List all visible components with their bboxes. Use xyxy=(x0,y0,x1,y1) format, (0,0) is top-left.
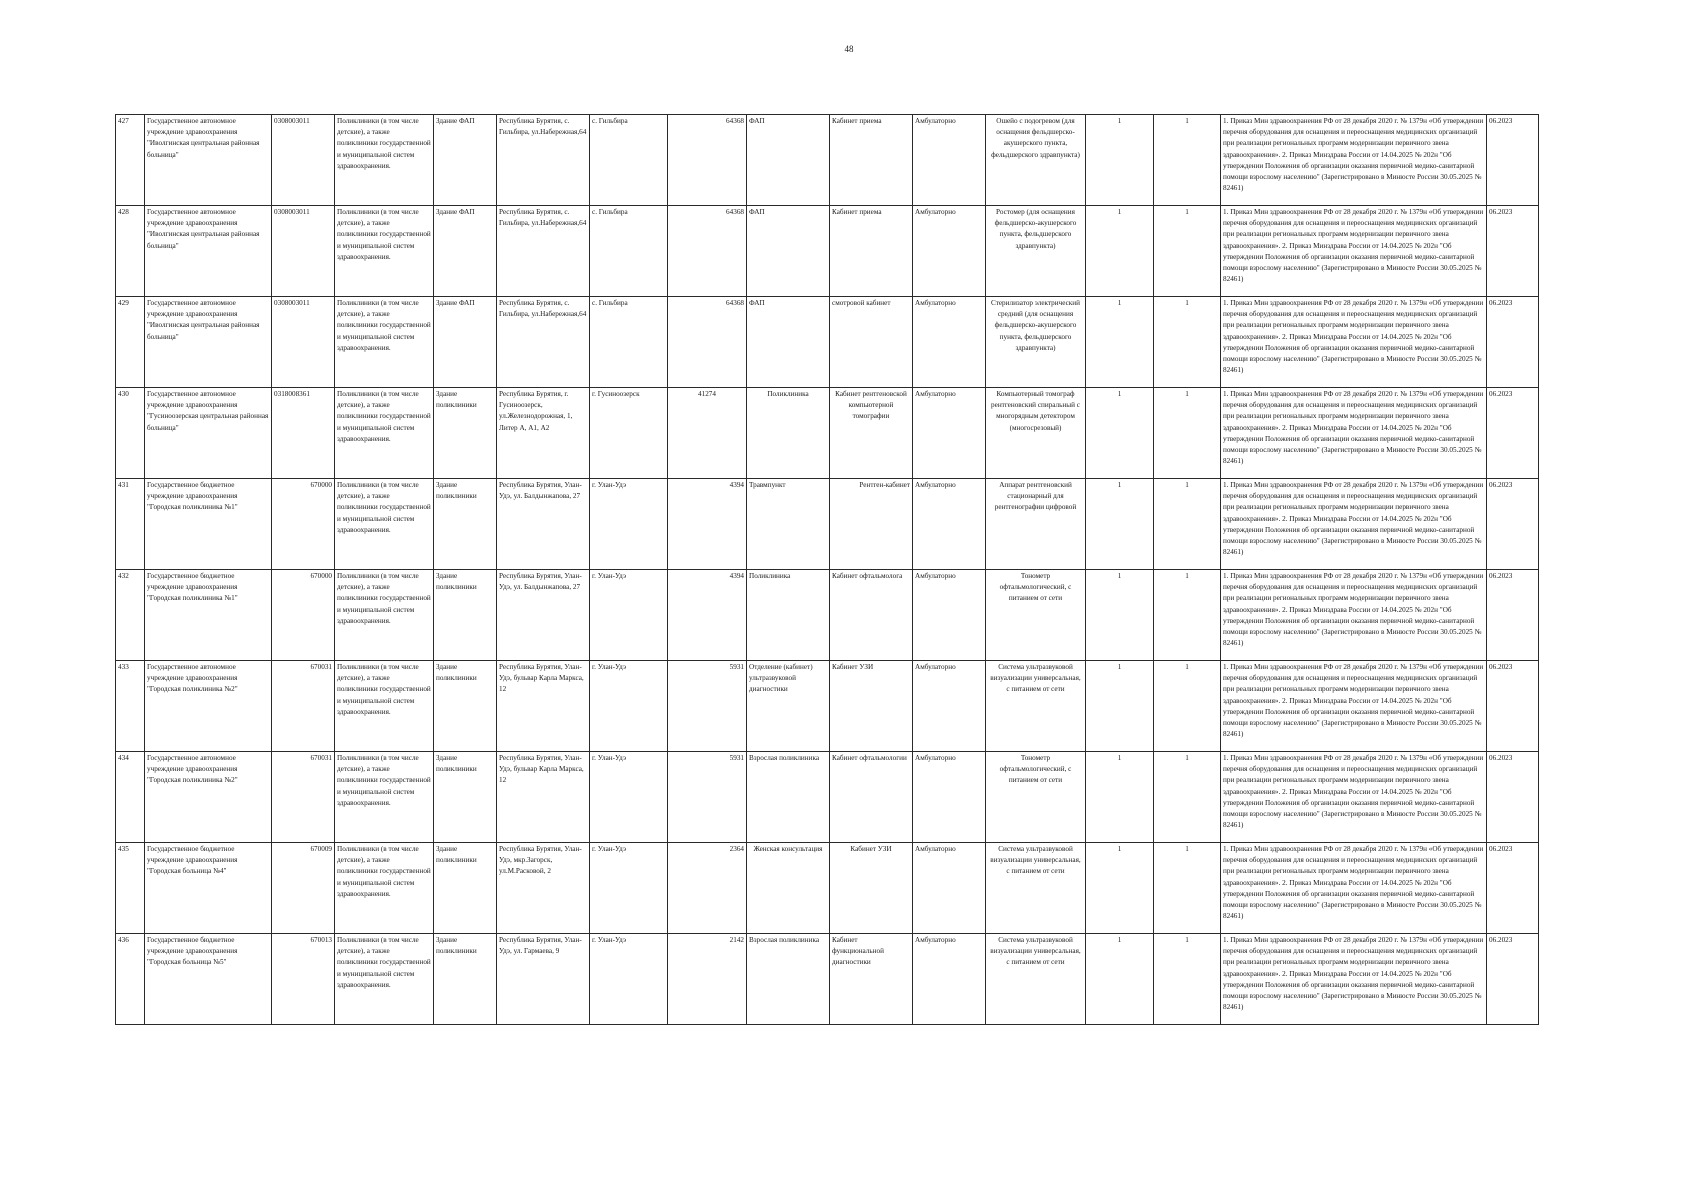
care-form-cell: Амбулаторно xyxy=(913,388,986,479)
facility-type-cell: Поликлиники (в том числе детские), а также поликлиники государственной и муниципальной систем здравоохранения. xyxy=(335,934,434,1025)
equipment-cell: Тонометр офтальмологический, с питанием от сети xyxy=(986,570,1086,661)
legal-basis-cell: 1. Приказ Мин здравоохранения РФ от 28 декабря 2020 г. № 1379н «Об утверждении перечня оборудования для оснащения и переоснащения медицинских организаций при реализации региональных программ модернизации первичного звена здравоохранения». 2. Приказ Минздрава России от 14.04.2025 № 202н "Об утверждении Положения об организации оказания первичной медико-санитарной помощи взрослому населению" (Зарегистрировано в Минюсте России 30.05.2025 № 82461) xyxy=(1221,206,1487,297)
building-cell: Здание ФАП xyxy=(434,206,497,297)
settlement-cell: г. Улан-Удэ xyxy=(590,934,668,1025)
page-number: 48 xyxy=(844,44,854,54)
building-cell: Здание поликлиники xyxy=(434,570,497,661)
organization-cell: Государственное бюджетное учреждение здравоохранения "Городская поликлиника №1" xyxy=(145,570,272,661)
settlement-cell: с. Гильбира xyxy=(590,297,668,388)
address-cell: Республика Бурятия, с. Гильбира, ул.Набережная,64 xyxy=(497,206,590,297)
equipment-cell: Компьютерный томограф рентгеновский спиральный с многорядным детектором (многосрезовый) xyxy=(986,388,1086,479)
quantity-planned-cell: 1 xyxy=(1154,297,1221,388)
legal-basis-cell: 1. Приказ Мин здравоохранения РФ от 28 декабря 2020 г. № 1379н «Об утверждении перечня оборудования для оснащения и переоснащения медицинских организаций при реализации региональных программ модернизации первичного звена здравоохранения». 2. Приказ Минздрава России от 14.04.2025 № 202н "Об утверждении Положения об организации оказания первичной медико-санитарной помощи взрослому населению" (Зарегистрировано в Минюсте России 30.05.2025 № 82461) xyxy=(1221,934,1487,1025)
building-cell: Здание поликлиники xyxy=(434,752,497,843)
row-number-cell: 435 xyxy=(116,843,145,934)
code-cell: 0308003011 xyxy=(272,115,335,206)
date-cell: 06.2023 xyxy=(1487,752,1539,843)
date-cell: 06.2023 xyxy=(1487,206,1539,297)
settlement-cell: с. Гильбира xyxy=(590,115,668,206)
quantity-needed-cell: 1 xyxy=(1086,752,1154,843)
facility-type-cell: Поликлиники (в том числе детские), а также поликлиники государственной и муниципальной систем здравоохранения. xyxy=(335,388,434,479)
facility-type-cell: Поликлиники (в том числе детские), а также поликлиники государственной и муниципальной систем здравоохранения. xyxy=(335,570,434,661)
facility-type-cell: Поликлиники (в том числе детские), а также поликлиники государственной и муниципальной систем здравоохранения. xyxy=(335,206,434,297)
quantity-planned-cell: 1 xyxy=(1154,934,1221,1025)
table-body xyxy=(116,115,1539,1025)
care-form-cell: Амбулаторно xyxy=(913,206,986,297)
legal-basis-cell: 1. Приказ Мин здравоохранения РФ от 28 декабря 2020 г. № 1379н «Об утверждении перечня оборудования для оснащения и переоснащения медицинских организаций при реализации региональных программ модернизации первичного звена здравоохранения». 2. Приказ Минздрава России от 14.04.2025 № 202н "Об утверждении Положения об организации оказания первичной медико-санитарной помощи взрослому населению" (Зарегистрировано в Минюсте России 30.05.2025 № 82461) xyxy=(1221,388,1487,479)
organization-cell: Государственное бюджетное учреждение здравоохранения "Городская больница №5" xyxy=(145,934,272,1025)
code-cell: 0308003011 xyxy=(272,297,335,388)
building-cell: Здание поликлиники xyxy=(434,388,497,479)
organization-cell: Государственное автономное учреждение здравоохранения "Иволгинская центральная районная больница" xyxy=(145,115,272,206)
legal-basis-cell: 1. Приказ Мин здравоохранения РФ от 28 декабря 2020 г. № 1379н «Об утверждении перечня оборудования для оснащения и переоснащения медицинских организаций при реализации региональных программ модернизации первичного звена здравоохранения». 2. Приказ Минздрава России от 14.04.2025 № 202н "Об утверждении Положения об организации оказания первичной медико-санитарной помощи взрослому населению" (Зарегистрировано в Минюсте России 30.05.2025 № 82461) xyxy=(1221,752,1487,843)
date-cell: 06.2023 xyxy=(1487,479,1539,570)
address-cell: Республика Бурятия, Улан-Удэ, ул. Балдынжапова, 27 xyxy=(497,479,590,570)
building-cell: Здание ФАП xyxy=(434,297,497,388)
population-cell: 4394 xyxy=(668,479,747,570)
population-cell: 64368 xyxy=(668,297,747,388)
quantity-needed-cell: 1 xyxy=(1086,297,1154,388)
organization-cell: Государственное автономное учреждение здравоохранения "Иволгинская центральная районная больница" xyxy=(145,297,272,388)
facility-type-cell: Поликлиники (в том числе детские), а также поликлиники государственной и муниципальной систем здравоохранения. xyxy=(335,115,434,206)
settlement-cell: г. Улан-Удэ xyxy=(590,752,668,843)
care-form-cell: Амбулаторно xyxy=(913,570,986,661)
address-cell: Республика Бурятия, г. Гусиноозерск, ул.Железнодорожная, 1, Литер А, А1, А2 xyxy=(497,388,590,479)
facility-type-cell: Поликлиники (в том числе детские), а также поликлиники государственной и муниципальной систем здравоохранения. xyxy=(335,843,434,934)
unit-cell: Взрослая поликлиника xyxy=(747,934,830,1025)
cabinet-cell: Кабинет УЗИ xyxy=(830,661,913,752)
date-cell: 06.2023 xyxy=(1487,661,1539,752)
address-cell: Республика Бурятия, Улан-Удэ, ул. Гармаева, 9 xyxy=(497,934,590,1025)
cabinet-cell: Рентген-кабинет xyxy=(830,479,913,570)
quantity-needed-cell: 1 xyxy=(1086,388,1154,479)
building-cell: Здание поликлиники xyxy=(434,661,497,752)
unit-cell: ФАП xyxy=(747,206,830,297)
cabinet-cell: Кабинет офтальмолога xyxy=(830,570,913,661)
legal-basis-cell: 1. Приказ Мин здравоохранения РФ от 28 декабря 2020 г. № 1379н «Об утверждении перечня оборудования для оснащения и переоснащения медицинских организаций при реализации региональных программ модернизации первичного звена здравоохранения». 2. Приказ Минздрава России от 14.04.2025 № 202н "Об утверждении Положения об организации оказания первичной медико-санитарной помощи взрослому населению" (Зарегистрировано в Минюсте России 30.05.2025 № 82461) xyxy=(1221,843,1487,934)
equipment-cell: Система ультразвуковой визуализации универсальная, с питанием от сети xyxy=(986,934,1086,1025)
date-cell: 06.2023 xyxy=(1487,843,1539,934)
population-cell: 5931 xyxy=(668,752,747,843)
legal-basis-cell: 1. Приказ Мин здравоохранения РФ от 28 декабря 2020 г. № 1379н «Об утверждении перечня оборудования для оснащения и переоснащения медицинских организаций при реализации региональных программ модернизации первичного звена здравоохранения». 2. Приказ Минздрава России от 14.04.2025 № 202н "Об утверждении Положения об организации оказания первичной медико-санитарной помощи взрослому населению" (Зарегистрировано в Минюсте России 30.05.2025 № 82461) xyxy=(1221,297,1487,388)
population-cell: 2142 xyxy=(668,934,747,1025)
equipment-cell: Аппарат рентгеновский стационарный для рентгенографии цифровой xyxy=(986,479,1086,570)
code-cell: 670009 xyxy=(272,843,335,934)
row-number-cell: 429 xyxy=(116,297,145,388)
table-row xyxy=(116,570,1539,661)
organization-cell: Государственное бюджетное учреждение здравоохранения "Городская поликлиника №1" xyxy=(145,479,272,570)
facility-type-cell: Поликлиники (в том числе детские), а также поликлиники государственной и муниципальной систем здравоохранения. xyxy=(335,661,434,752)
building-cell: Здание поликлиники xyxy=(434,934,497,1025)
care-form-cell: Амбулаторно xyxy=(913,843,986,934)
care-form-cell: Амбулаторно xyxy=(913,479,986,570)
quantity-planned-cell: 1 xyxy=(1154,752,1221,843)
organization-cell: Государственное автономное учреждение здравоохранения "Иволгинская центральная районная больница" xyxy=(145,206,272,297)
legal-basis-cell: 1. Приказ Мин здравоохранения РФ от 28 декабря 2020 г. № 1379н «Об утверждении перечня оборудования для оснащения и переоснащения медицинских организаций при реализации региональных программ модернизации первичного звена здравоохранения». 2. Приказ Минздрава России от 14.04.2025 № 202н "Об утверждении Положения об организации оказания первичной медико-санитарной помощи взрослому населению" (Зарегистрировано в Минюсте России 30.05.2025 № 82461) xyxy=(1221,570,1487,661)
organization-cell: Государственное бюджетное учреждение здравоохранения "Городская больница №4" xyxy=(145,843,272,934)
quantity-planned-cell: 1 xyxy=(1154,206,1221,297)
equipment-cell: Ошейо с подогревом (для оснащения фельдшерско-акушерского пункта, фельдшерского здравпункта) xyxy=(986,115,1086,206)
quantity-planned-cell: 1 xyxy=(1154,843,1221,934)
population-cell: 2364 xyxy=(668,843,747,934)
quantity-planned-cell: 1 xyxy=(1154,570,1221,661)
table-row xyxy=(116,752,1539,843)
unit-cell: Взрослая поликлиника xyxy=(747,752,830,843)
cabinet-cell: Кабинет приема xyxy=(830,206,913,297)
code-cell: 0318008361 xyxy=(272,388,335,479)
code-cell: 670031 xyxy=(272,661,335,752)
code-cell: 670000 xyxy=(272,479,335,570)
address-cell: Республика Бурятия, Улан-Удэ, бульвар Карла Маркса, 12 xyxy=(497,661,590,752)
building-cell: Здание ФАП xyxy=(434,115,497,206)
cabinet-cell: Кабинет функциональной диагностики xyxy=(830,934,913,1025)
equipment-cell: Тонометр офтальмологический, с питанием от сети xyxy=(986,752,1086,843)
building-cell: Здание поликлиники xyxy=(434,843,497,934)
equipment-cell: Стерилизатор электрический средний (для оснащения фельдшерско-акушерского пункта, фельдшерского здравпункта) xyxy=(986,297,1086,388)
settlement-cell: г. Улан-Удэ xyxy=(590,479,668,570)
date-cell: 06.2023 xyxy=(1487,934,1539,1025)
population-cell: 64368 xyxy=(668,206,747,297)
organization-cell: Государственное автономное учреждение здравоохранения "Городская поликлиника №2" xyxy=(145,661,272,752)
unit-cell: Отделение (кабинет) ультразвуковой диагностики xyxy=(747,661,830,752)
unit-cell: ФАП xyxy=(747,115,830,206)
settlement-cell: г. Улан-Удэ xyxy=(590,843,668,934)
address-cell: Республика Бурятия, Улан-Удэ, мкр.Загорск, ул.М.Расковой, 2 xyxy=(497,843,590,934)
quantity-needed-cell: 1 xyxy=(1086,843,1154,934)
quantity-planned-cell: 1 xyxy=(1154,388,1221,479)
care-form-cell: Амбулаторно xyxy=(913,297,986,388)
cabinet-cell: Кабинет офтальмологии xyxy=(830,752,913,843)
cabinet-cell: Кабинет приема xyxy=(830,115,913,206)
quantity-needed-cell: 1 xyxy=(1086,206,1154,297)
date-cell: 06.2023 xyxy=(1487,570,1539,661)
unit-cell: Женская консультация xyxy=(747,843,830,934)
settlement-cell: с. Гильбира xyxy=(590,206,668,297)
quantity-needed-cell: 1 xyxy=(1086,661,1154,752)
legal-basis-cell: 1. Приказ Мин здравоохранения РФ от 28 декабря 2020 г. № 1379н «Об утверждении перечня оборудования для оснащения и переоснащения медицинских организаций при реализации региональных программ модернизации первичного звена здравоохранения». 2. Приказ Минздрава России от 14.04.2025 № 202н "Об утверждении Положения об организации оказания первичной медико-санитарной помощи взрослому населению" (Зарегистрировано в Минюсте России 30.05.2025 № 82461) xyxy=(1221,115,1487,206)
equipment-cell: Ростомер (для оснащения фельдшерско-акушерского пункта, фельдшерского здравпункта) xyxy=(986,206,1086,297)
equipment-cell: Система ультразвуковой визуализации универсальная, с питанием от сети xyxy=(986,843,1086,934)
cabinet-cell: Кабинет УЗИ xyxy=(830,843,913,934)
care-form-cell: Амбулаторно xyxy=(913,934,986,1025)
address-cell: Республика Бурятия, с. Гильбира, ул.Набережная,64 xyxy=(497,115,590,206)
care-form-cell: Амбулаторно xyxy=(913,661,986,752)
quantity-needed-cell: 1 xyxy=(1086,115,1154,206)
table-row xyxy=(116,934,1539,1025)
row-number-cell: 436 xyxy=(116,934,145,1025)
care-form-cell: Амбулаторно xyxy=(913,115,986,206)
quantity-planned-cell: 1 xyxy=(1154,479,1221,570)
population-cell: 5931 xyxy=(668,661,747,752)
unit-cell: ФАП xyxy=(747,297,830,388)
row-number-cell: 431 xyxy=(116,479,145,570)
table-row xyxy=(116,479,1539,570)
quantity-needed-cell: 1 xyxy=(1086,934,1154,1025)
row-number-cell: 433 xyxy=(116,661,145,752)
population-cell: 41274 xyxy=(668,388,747,479)
code-cell: 0308003011 xyxy=(272,206,335,297)
settlement-cell: г. Улан-Удэ xyxy=(590,661,668,752)
organization-cell: Государственное автономное учреждение здравоохранения "Гусиноозерская центральная районная больница" xyxy=(145,388,272,479)
cabinet-cell: смотровой кабинет xyxy=(830,297,913,388)
address-cell: Республика Бурятия, с. Гильбира, ул.Набережная,64 xyxy=(497,297,590,388)
equipment-cell: Система ультразвуковой визуализации универсальная, с питанием от сети xyxy=(986,661,1086,752)
unit-cell: Травмпункт xyxy=(747,479,830,570)
equipment-registry-table xyxy=(115,114,1539,1025)
table-row xyxy=(116,843,1539,934)
code-cell: 670013 xyxy=(272,934,335,1025)
table-row xyxy=(116,115,1539,206)
table-row xyxy=(116,661,1539,752)
legal-basis-cell: 1. Приказ Мин здравоохранения РФ от 28 декабря 2020 г. № 1379н «Об утверждении перечня оборудования для оснащения и переоснащения медицинских организаций при реализации региональных программ модернизации первичного звена здравоохранения». 2. Приказ Минздрава России от 14.04.2025 № 202н "Об утверждении Положения об организации оказания первичной медико-санитарной помощи взрослому населению" (Зарегистрировано в Минюсте России 30.05.2025 № 82461) xyxy=(1221,661,1487,752)
address-cell: Республика Бурятия, Улан-Удэ, ул. Балдынжапова, 27 xyxy=(497,570,590,661)
row-number-cell: 430 xyxy=(116,388,145,479)
date-cell: 06.2023 xyxy=(1487,388,1539,479)
table-row xyxy=(116,206,1539,297)
unit-cell: Поликлиника xyxy=(747,570,830,661)
settlement-cell: г. Гусиноозерск xyxy=(590,388,668,479)
code-cell: 670000 xyxy=(272,570,335,661)
cabinet-cell: Кабинет рентгеновской компьютерной томографии xyxy=(830,388,913,479)
care-form-cell: Амбулаторно xyxy=(913,752,986,843)
organization-cell: Государственное автономное учреждение здравоохранения "Городская поликлиника №2" xyxy=(145,752,272,843)
facility-type-cell: Поликлиники (в том числе детские), а также поликлиники государственной и муниципальной систем здравоохранения. xyxy=(335,752,434,843)
address-cell: Республика Бурятия, Улан-Удэ, бульвар Карла Маркса, 12 xyxy=(497,752,590,843)
code-cell: 670031 xyxy=(272,752,335,843)
population-cell: 4394 xyxy=(668,570,747,661)
quantity-needed-cell: 1 xyxy=(1086,479,1154,570)
row-number-cell: 427 xyxy=(116,115,145,206)
legal-basis-cell: 1. Приказ Мин здравоохранения РФ от 28 декабря 2020 г. № 1379н «Об утверждении перечня оборудования для оснащения и переоснащения медицинских организаций при реализации региональных программ модернизации первичного звена здравоохранения». 2. Приказ Минздрава России от 14.04.2025 № 202н "Об утверждении Положения об организации оказания первичной медико-санитарной помощи взрослому населению" (Зарегистрировано в Минюсте России 30.05.2025 № 82461) xyxy=(1221,479,1487,570)
facility-type-cell: Поликлиники (в том числе детские), а также поликлиники государственной и муниципальной систем здравоохранения. xyxy=(335,297,434,388)
unit-cell: Поликлиника xyxy=(747,388,830,479)
date-cell: 06.2023 xyxy=(1487,115,1539,206)
table-row xyxy=(116,388,1539,479)
quantity-planned-cell: 1 xyxy=(1154,661,1221,752)
quantity-needed-cell: 1 xyxy=(1086,570,1154,661)
building-cell: Здание поликлиники xyxy=(434,479,497,570)
settlement-cell: г. Улан-Удэ xyxy=(590,570,668,661)
table-row xyxy=(116,297,1539,388)
row-number-cell: 432 xyxy=(116,570,145,661)
population-cell: 64368 xyxy=(668,115,747,206)
quantity-planned-cell: 1 xyxy=(1154,115,1221,206)
date-cell: 06.2023 xyxy=(1487,297,1539,388)
row-number-cell: 434 xyxy=(116,752,145,843)
facility-type-cell: Поликлиники (в том числе детские), а также поликлиники государственной и муниципальной систем здравоохранения. xyxy=(335,479,434,570)
row-number-cell: 428 xyxy=(116,206,145,297)
